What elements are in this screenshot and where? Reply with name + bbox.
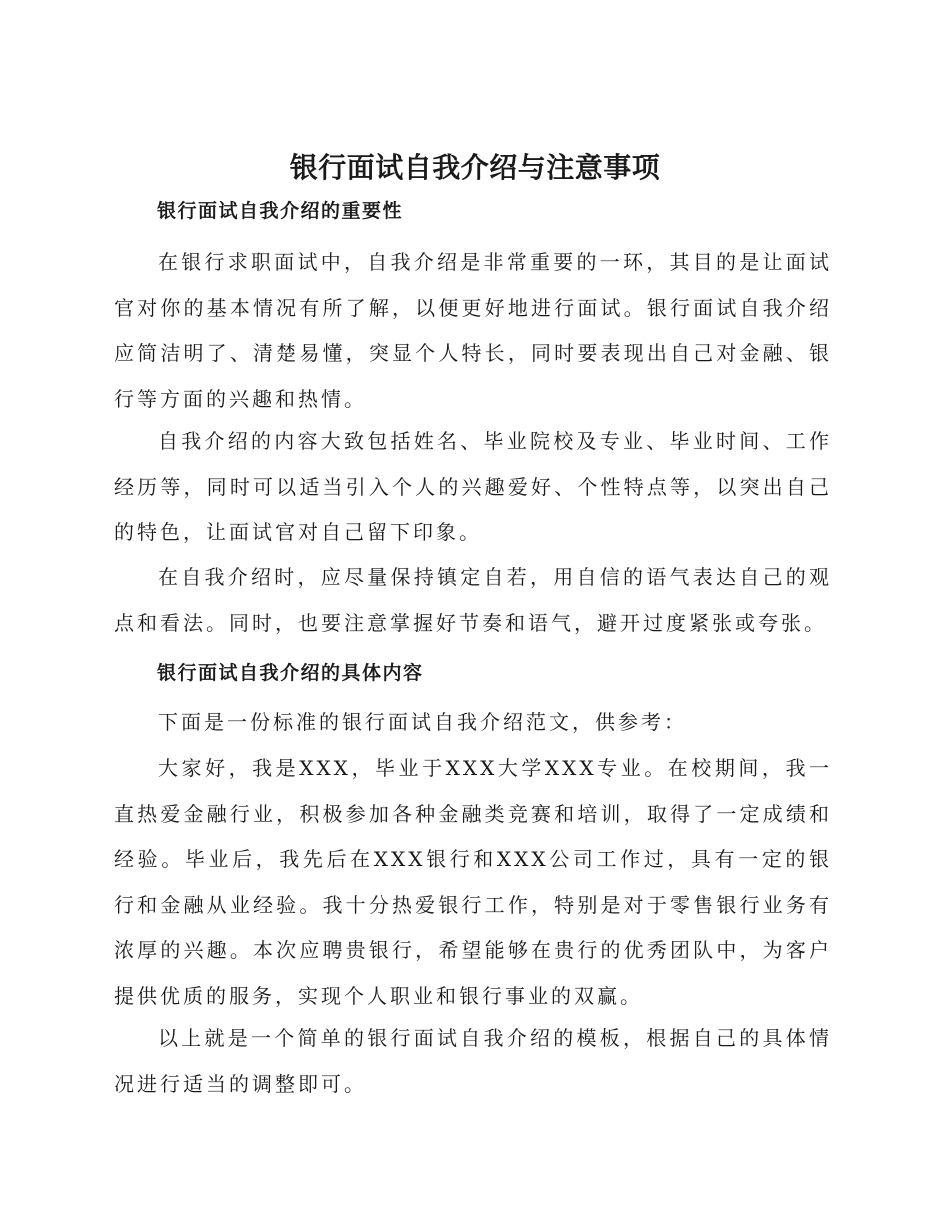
- document-title: 银行面试自我介绍与注意事项: [289, 151, 661, 184]
- paragraph: 在自我介绍时，应尽量保持镇定自若，用自信的语气表达自己的观点和看法。同时，也要注意掌握好节奏和语气，避开过度紧张或夸张。: [114, 565, 832, 635]
- sample-introduction-paragraph: 大家好，我是XXX，毕业于XXX大学XXX专业。在校期间，我一直热爱金融行业，积极参加各种金融类竞赛和培训，取得了一定成绩和经验。毕业后，我先后在XXX银行和XXX公司工作过，具有一定的银行和金融从业经验。我十分热爱银行工作，特别是对于零售银行业务有浓厚的兴趣。本次应聘贵银行，希望能够在贵行的优秀团队中，为客户提供优质的服务，实现个人职业和银行事业的双赢。: [114, 756, 832, 1008]
- section-heading-content: 银行面试自我介绍的具体内容: [157, 662, 424, 684]
- paragraph: 下面是一份标准的银行面试自我介绍范文，供参考：: [158, 710, 687, 734]
- paragraph: 自我介绍的内容大致包括姓名、毕业院校及专业、毕业时间、工作经历等，同时可以适当引入个人的兴趣爱好、个性特点等，以突出自己的特色，让面试官对自己留下印象。: [114, 429, 832, 544]
- paragraph: 以上就是一个简单的银行面试自我介绍的模板，根据自己的具体情况进行适当的调整即可。: [114, 1026, 832, 1096]
- section-heading-importance: 银行面试自我介绍的重要性: [157, 200, 404, 222]
- paragraph: 在银行求职面试中，自我介绍是非常重要的一环，其目的是让面试官对你的基本情况有所了解，以便更好地进行面试。银行面试自我介绍应简洁明了、清楚易懂，突显个人特长，同时要表现出自己对金融、银行等方面的兴趣和热情。: [114, 250, 832, 411]
